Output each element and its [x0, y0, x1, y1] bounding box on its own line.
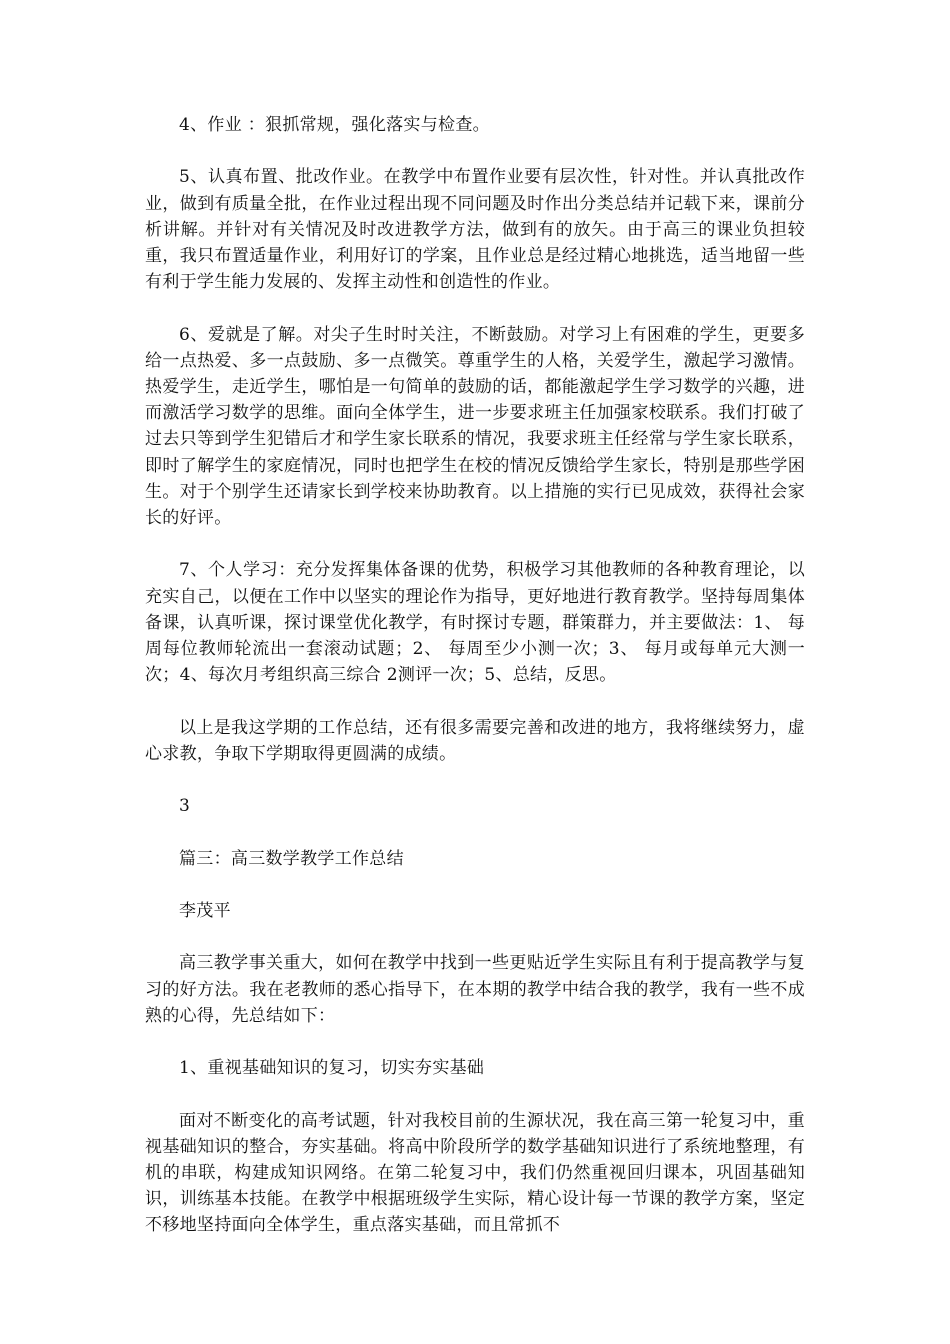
paragraph-homework-routine: 4、作业 ：狠抓常规，强化落实与检查。 — [179, 115, 490, 135]
paragraph-personal-study: 7、个人学习：充分发挥集体备课的优势，积极学习其他教师的各种教育理论，以充实自己，以便在工作中以坚实的理论作为指导，更好地进行教育教学。坚持每周集体备课，认真听课，探讨课堂优化教学，有时探讨专题，群策群力，并主要做法：1、 每周每位教师轮流出一套滚动试题；2、 每周至少小测一次；3、 每月或每单元大测一次；4、每次月考组织高三综合 2测评一次；5、总结，反思。 — [145, 560, 805, 686]
author-name: 李茂平 — [179, 900, 231, 921]
paragraph-intro: 高三教学事关重大，如何在教学中找到一些更贴近学生实际且有利于提高教学与复习的好方法。我在老教师的悉心指导下，在本期的教学中结合我的教学，我有一些不成熟的心得，先总结如下： — [145, 953, 805, 1026]
page-number: 3 — [179, 796, 191, 817]
paragraph-review-strategy: 面对不断变化的高考试题，针对我校目前的生源状况，我在高三第一轮复习中，重视基础知识的整合，夯实基础。将高中阶段所学的数学基础知识进行了系统地整理，有机的串联，构建成知识网络。在第二轮复习中，我们仍然重视回归课本，巩固基础知识，训练基本技能。在教学中根据班级学生实际，精心设计每一节课的教学方案，坚定不移地坚持面向全体学生，重点落实基础，而且常抓不 — [145, 1110, 805, 1236]
paragraph-conclusion: 以上是我这学期的工作总结，还有很多需要完善和改进的地方，我将继续努力，虚心求教，争取下学期取得更圆满的成绩。 — [145, 717, 805, 764]
subheading-basic-knowledge: 1、重视基础知识的复习，切实夯实基础 — [179, 1058, 485, 1079]
document-body — [145, 112, 805, 1265]
paragraph-homework-assignment: 5、认真布置、批改作业。在教学中布置作业要有层次性，针对性。并认真批改作业，做到有质量全批，在作业过程出现不同问题及时作出分类总结并记载下来，课前分析讲解。并针对有关情况及时改进教学方法，做到有的放矢。由于高三的课业负担较重，我只布置适量作业，利用好订的学案，且作业总是经过精心地挑选，适当地留一些有利于学生能力发展的、发挥主动性和创造性的作业。 — [145, 167, 805, 293]
paragraph-love-understanding: 6、爱就是了解。对尖子生时时关注，不断鼓励。对学习上有困难的学生，更要多给一点热爱、多一点鼓励、多一点微笑。尊重学生的人格，关爱学生，激起学习激情。热爱学生，走近学生，哪怕是一句简单的鼓励的话，都能激起学生学习数学的兴趣，进而激活学习数学的思维。面向全体学生，进一步要求班主任加强家校联系。我们打破了过去只等到学生犯错后才和学生家长联系的情况，我要求班主任经常与学生家长联系，即时了解学生的家庭情况，同时也把学生在校的情况反馈给学生家长，特别是那些学困生。对于个别学生还请家长到学校来协助教育。以上措施的实行已见成效，获得社会家长的好评。 — [145, 324, 805, 529]
section-title: 篇三：高三数学教学工作总结 — [179, 848, 404, 869]
